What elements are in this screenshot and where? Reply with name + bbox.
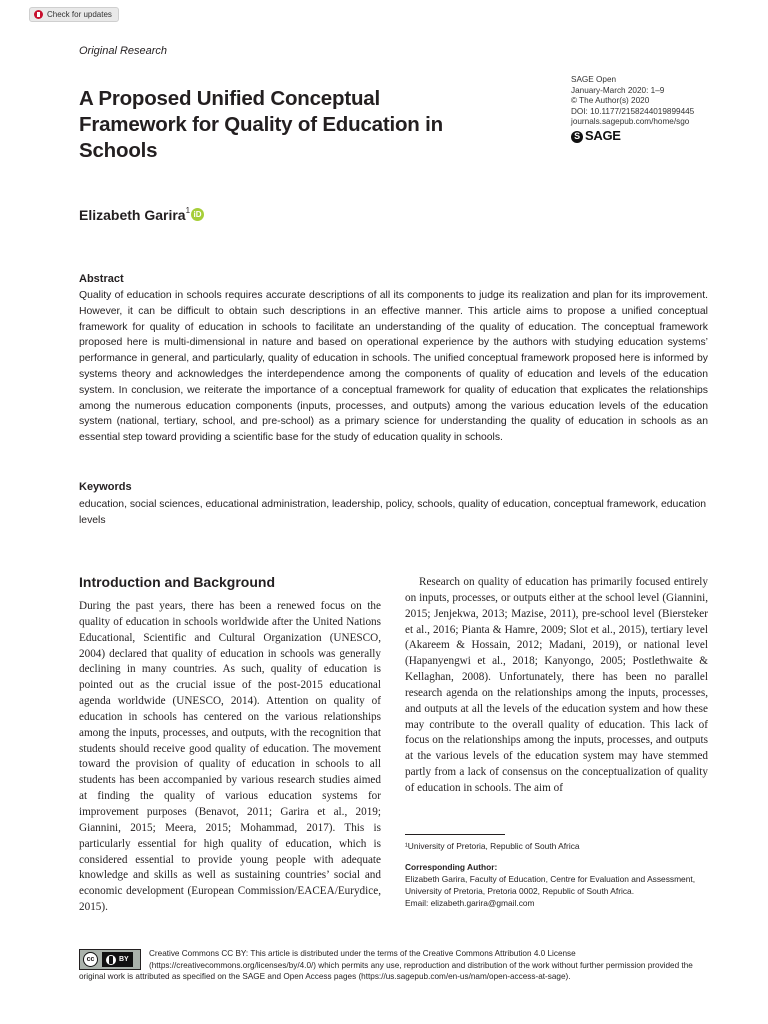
attribution-icon: [102, 952, 133, 967]
intro-heading: Introduction and Background: [79, 574, 275, 590]
check-for-updates-button[interactable]: [29, 7, 119, 22]
journal-name: SAGE Open: [571, 75, 617, 84]
journal-info: [571, 75, 694, 143]
intro-paragraph-left: During the past years, there has been a renewed focus on the quality of education in schools worldwide after the United Nations Educational, Scientific and Cultural Organization (UNESCO, 2004) declared that quality of education in schools was generally declining in many countries. As such, quality of education is pointed out as the crucial issue of the post-2015 educational agenda worldwide (UNESCO, 2014). Attention on quality of education in schools has centered on the various relationships among the inputs, processes, and outputs, with the recognition that students should receive good quality of education. The movement toward the provision of quality of education in schools to all students has been accompanied by various research studies aimed at finding the quality of various education systems for improvement purposes (Benavot, 2011; Garira et al., 2019; Giannini, 2015; Meera, 2015; Mohammad, 2017). This is particularly essential for high quality of education, which is considered essential to provide young people with adequate knowledge and skills as well as sustaining countries’ social and economic development (European Commission/EACEA/Eurydice, 2015).: [79, 600, 381, 914]
footnote-affiliation: ¹University of Pretoria, Republic of South Africa: [405, 841, 580, 851]
person-icon: [106, 955, 116, 965]
author-line: [79, 207, 204, 223]
check-for-updates-label: Check for updates: [47, 10, 112, 19]
creative-commons-icon: cc: [83, 952, 98, 967]
abstract-heading: Abstract: [79, 273, 124, 285]
journal-doi[interactable]: DOI: 10.1177/2158244019899445: [571, 106, 695, 116]
journal-copyright: © The Author(s) 2020: [571, 96, 650, 105]
cc-by-badge[interactable]: [79, 949, 141, 970]
sage-logo-text: SAGE: [585, 128, 621, 144]
footnote-divider: [405, 834, 505, 835]
abstract-text: Quality of education in schools requires accurate descriptions of all its components to judge its realization and plan for its improvement. However, it can be difficult to obtain such descriptions in an effective manner. This article aims to propose a unified conceptual framework for quality of education in schools to facilitate an understanding of the quality of education. The conceptual framework proposed here is multi-dimensional in nature and based on operational experience by the authors with studying education systems’ performance in general, and particularly, quality of education in schools. The unified conceptual framework proposed here is informed by systems theory and acknowledges the interdependence among the components of quality of education and levels of the education system. In conclusion, we reiterate the importance of a conceptual framework for quality of education that explicates the relationships among the numerous education components (inputs, processes, and outputs) among the various education levels of the education system (national, tertiary, school, and pre-school) as a primary science for understanding the quality of education in schools as an essential step toward providing a scientific base for the study of education quality in schools.: [79, 290, 708, 444]
license-text: Creative Commons CC BY: This article is distributed under the terms of the Creative Commons Attribution 4.0 License (https://creativecommons.org/licenses/by/4.0/) which permits any use, reproduction and distribution of the work without further permission provided the original work is attributed as specified on the SAGE and Open Access pages (https://us.sagepub.com/en-us/nam/open-access-at-sage).: [79, 949, 693, 982]
keywords-heading: Keywords: [79, 481, 132, 493]
footnotes: [405, 840, 708, 909]
author-name[interactable]: Elizabeth Garira: [79, 207, 186, 223]
intro-paragraph-right: Research on quality of education has primarily focused entirely on inputs, processes, or outputs either at the school level (Giannini, 2015; Jenjekwa, 2013; Mazise, 2011), pre-school level (Biersteker et al., 2016; Pianta & Hamre, 2009; Slot et al., 2015), tertiary level (Akareem & Hossain, 2012; Madani, 2019), or national level (Hapanyengwi et al., 2018; Kanyongo, 2005; Postlethwaite & Kellaghan, 2008). Unfortunately, there has been no parallel research agenda on the relationships among the inputs, processes, and outputs at all the levels of the education system and how these may contribute to the overall quality of education. This lack of focus on the relationships among the inputs, processes, and outputs at the various levels of the education system may have stemmed partly from a lack of consensus on the conceptualization of quality of education in schools. The aim of: [405, 576, 708, 794]
corresponding-author-email[interactable]: Email: elizabeth.garira@gmail.com: [405, 898, 535, 908]
sage-logo: [571, 128, 694, 144]
corresponding-author-heading: Corresponding Author:: [405, 862, 498, 872]
update-badge-icon: [34, 10, 43, 19]
article-title: A Proposed Unified Conceptual Framework for Quality of Education in Schools: [79, 87, 443, 162]
journal-issue: January-March 2020: 1–9: [571, 85, 665, 95]
attribution-label: BY: [119, 955, 129, 963]
sage-circle-icon: S: [571, 131, 583, 143]
orcid-icon[interactable]: iD: [191, 208, 204, 221]
journal-url[interactable]: journals.sagepub.com/home/sgo: [571, 117, 690, 126]
keywords-text: education, social sciences, educational administration, leadership, policy, schools, quality of education, conceptual framework, education levels: [79, 499, 707, 526]
author-affiliation-mark: 1: [185, 206, 191, 215]
article-type-label: Original Research: [79, 45, 168, 57]
corresponding-author-details: Elizabeth Garira, Faculty of Education, Centre for Evaluation and Assessment, University of Pretoria, Pretoria 0002, Republic of South Africa.: [405, 874, 696, 896]
license-block: [79, 948, 719, 983]
